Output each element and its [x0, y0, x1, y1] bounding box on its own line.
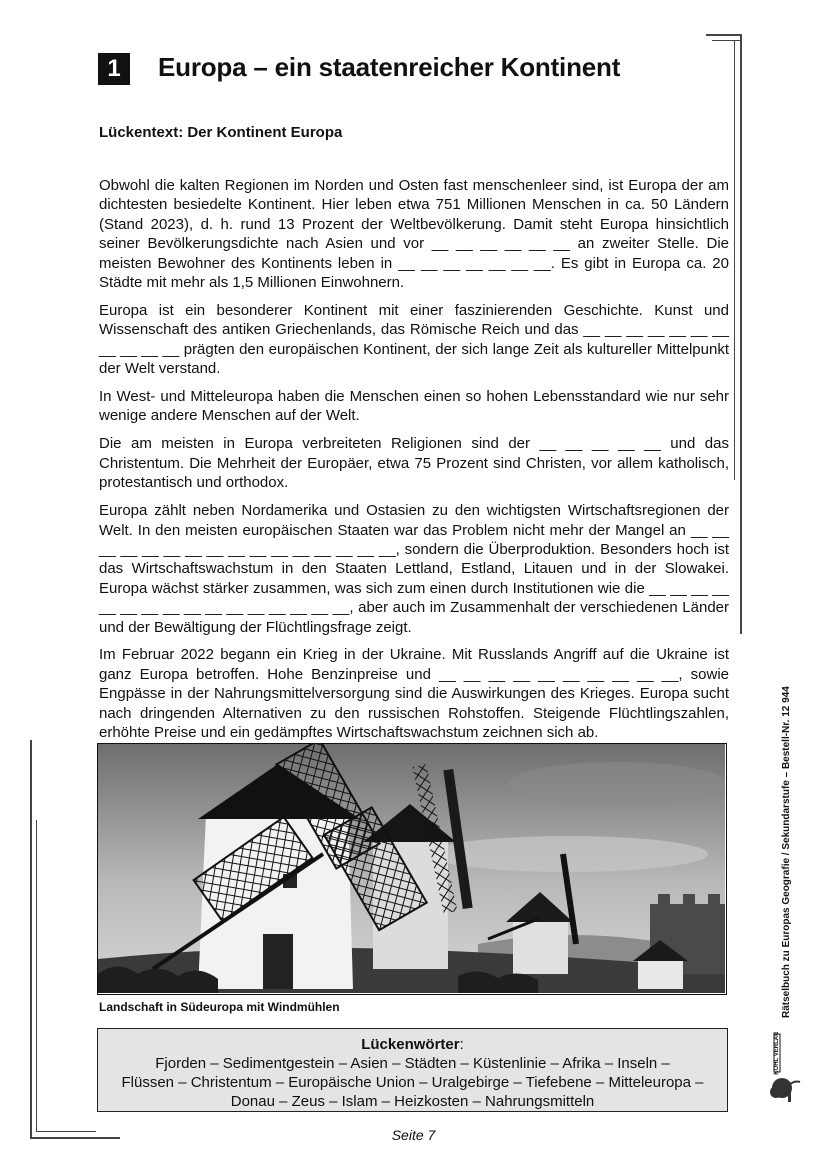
section-subtitle: Lückentext: Der Kontinent Europa — [99, 124, 343, 141]
top-right-corner-line-v — [740, 34, 742, 634]
paragraph-6: Im Februar 2022 begann ein Krieg in der Ukraine. Mit Russlands Angriff auf die Ukraine ist ganz Europa betroffen. Hohe Benzinpreise und __ __ __ __ __ __ __ __ __ __, sowie Engpässe in der Nahrungsmittelversorgung sind die Auswirkungen des Krieges. Europa sucht nach dringenden Alternativen zu den russischen Rohstoffen. Steigende Flüchtlingszahlen, erhöhte Preise und ein gedämpftes Wirtschaftswachstum zeichnen sich ab. — [99, 646, 729, 742]
photo-caption: Landschaft in Südeuropa mit Windmühlen — [99, 1000, 340, 1014]
word-bank-title-row — [98, 1035, 727, 1054]
chapter-number-badge: 1 — [98, 53, 130, 85]
publisher-logo — [768, 1032, 802, 1108]
tree-logo-icon — [768, 1032, 802, 1108]
word-bank-title: Lückenwörter — [361, 1036, 460, 1053]
paragraph-5: Europa zählt neben Nordamerika und Ostasien zu den wichtigsten Wirtschaftsregionen der Welt. In den meisten europäischen Staaten war das Problem nicht mehr der Mangel an __ __ __ __ __ __ __ __ __ __ __ __ __ __ __ __, sondern die Überproduktion. Besonders hoch ist das Wirtschaftswachstum in den Staaten Lettland, Estland, Litauen und in der Slowakei. Europa wächst stärker zusammen, was sich zum einen durch Institutionen wie die __ __ __ __ __ __ __ __ __ __ __ __ __ __ __ __, aber auch im Zusammenhalt der verschiedenen Länder und der Bewältigung der Flüchtlingsfrage zeigt. — [99, 502, 729, 636]
word-bank-box — [97, 1028, 728, 1112]
page-number: Seite 7 — [391, 1127, 436, 1143]
series-sidebar-text: Rätselbuch zu Europas Geografie / Sekundarstufe – Bestell-Nr. 12 944 — [781, 686, 792, 1018]
paragraph-3: In West- und Mitteleuropa haben die Menschen einen so hohen Lebensstandard wie nur sehr wenige andere Menschen auf der Welt. — [99, 388, 729, 425]
windmill-photo — [97, 743, 727, 995]
top-right-corner-line-h — [706, 34, 742, 36]
publisher-logo-text: KOHL VERLAG — [774, 1032, 780, 1075]
paragraph-4: Die am meisten in Europa verbreiteten Religionen sind der __ __ __ __ __ und das Christentum. Die Mehrheit der Europäer, etwa 75 Prozent sind Christen, vor allem katholisch, protestantisch und orthodox. — [99, 435, 729, 492]
top-right-corner-line-h2 — [712, 40, 742, 41]
windmill-illustration — [98, 744, 725, 993]
word-bank-title-colon: : — [459, 1036, 464, 1053]
word-bank-line-1: Fjorden – Sedimentgestein – Asien – Städten – Küstenlinie – Afrika – Inseln – — [155, 1055, 670, 1072]
bottom-left-corner-line-v — [30, 740, 32, 1138]
cloze-text — [99, 176, 729, 751]
paragraph-1: Obwohl die kalten Regionen im Norden und Osten fast menschenleer sind, ist Europa der am dichtesten besiedelte Kontinent. Hier leben etwa 751 Millionen Menschen in ca. 50 Ländern (Stand 2023), d. h. rund 13 Prozent der Weltbevölkerung. Damit steht Europa hinsichtlich seiner Bevölkerungsdichte nach Asien und vor __ __ __ __ __ __ an zweiter Stelle. Die meisten Bewohner des Kontinents leben in __ __ __ __ __ __ __. Es gibt in Europa ca. 20 Städte mit mehr als 1,5 Millionen Einwohnern. — [99, 177, 729, 292]
bottom-left-corner-line-v2 — [36, 820, 37, 1132]
word-bank-line-2: Flüssen – Christentum – Europäische Union – Uralgebirge – Tiefebene – Mitteleuropa – — [121, 1074, 704, 1091]
top-right-corner-line-v2 — [734, 40, 735, 480]
page-title: Europa – ein staatenreicher Kontinent — [158, 52, 621, 82]
paragraph-2: Europa ist ein besonderer Kontinent mit einer faszinierenden Geschichte. Kunst und Wissenschaft des antiken Griechenlands, das Römische Reich und das __ __ __ __ __ __ __ __ __ __ __ prägten den europäischen Kontinent, der sich lange Zeit als kultureller Mittelpunkt der Welt verstand. — [99, 301, 729, 378]
word-bank-line-3: Donau – Zeus – Islam – Heizkosten – Nahrungsmitteln — [230, 1093, 595, 1110]
